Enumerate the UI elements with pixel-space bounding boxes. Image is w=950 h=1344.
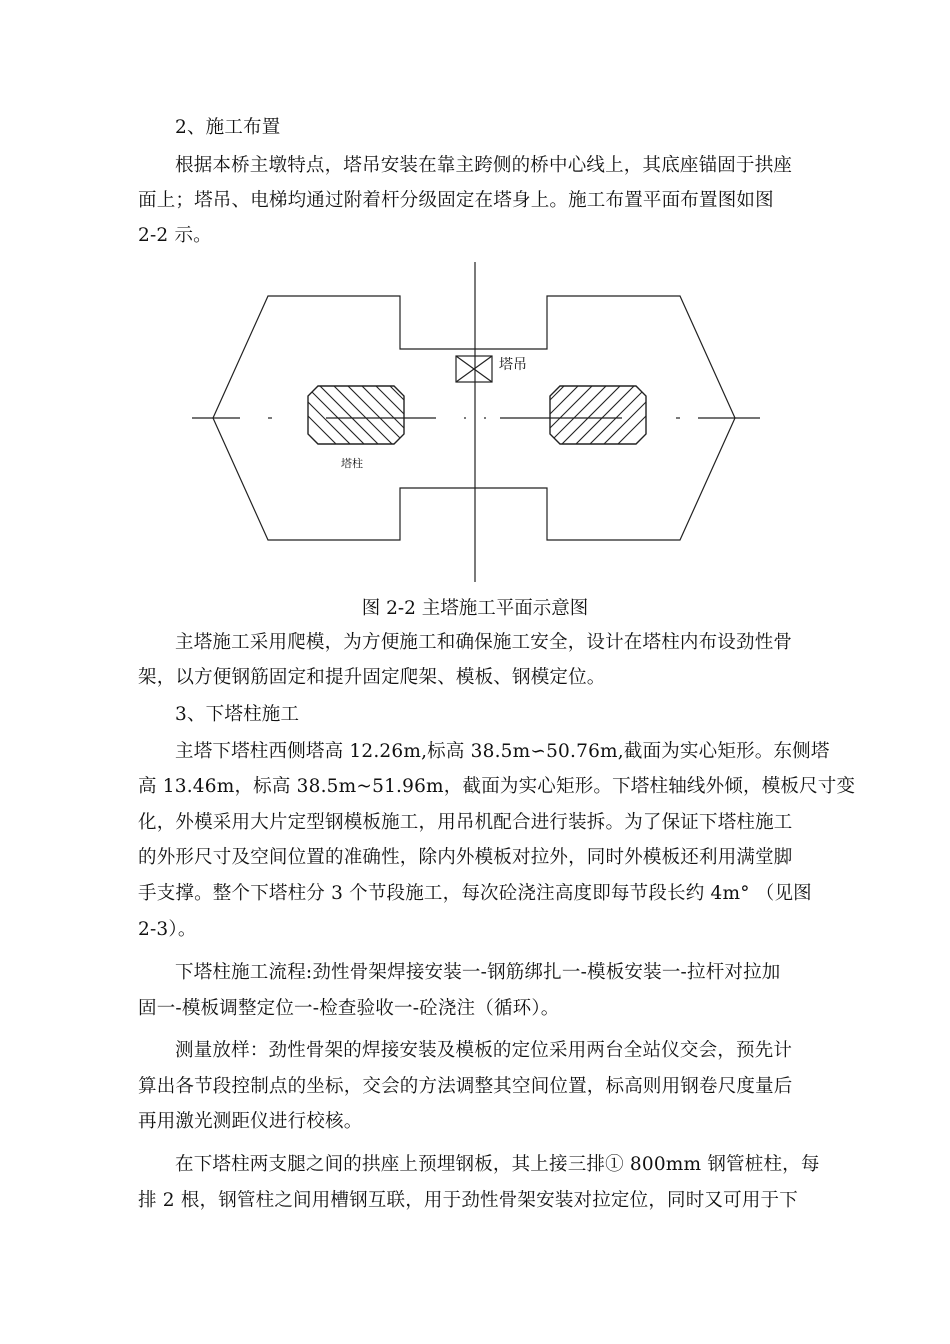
paragraph-line: 下塔柱施工流程:劲性骨架焊接安装一-钢筋绑扎一-模板安装一-拉杆对拉加 xyxy=(175,962,781,983)
paragraph-line: 算出各节段控制点的坐标，交会的方法调整其空间位置，标高则用钢卷尺度量后 xyxy=(138,1076,793,1097)
paragraph-line: 测量放样：劲性骨架的焊接安装及模板的定位采用两台全站仪交会，预先计 xyxy=(175,1040,793,1061)
paragraph-line: 架，以方便钢筋固定和提升固定爬架、模板、钢模定位。 xyxy=(138,667,606,688)
paragraph-line: 化，外模采用大片定型钢模板施工，用吊机配合进行装拆。为了保证下塔柱施工 xyxy=(138,812,793,833)
column-label: 塔柱 xyxy=(341,457,363,470)
paragraph-line: 面上；塔吊、电梯均通过附着杆分级固定在塔身上。施工布置平面布置图如图 xyxy=(138,190,774,211)
paragraph-line: 排 2 根，钢管柱之间用槽钢互联，用于劲性骨架安装对拉定位，同时又可用于下 xyxy=(138,1190,798,1211)
crane-label: 塔吊 xyxy=(499,357,527,373)
column-hatch-left xyxy=(272,380,454,450)
paragraph-line: 主塔施工采用爬模，为方便施工和确保施工安全，设计在塔柱内布设劲性骨 xyxy=(175,632,793,653)
paragraph-line: 主塔下塔柱西侧塔高 12.26m,标高 38.5m∽50.76m,截面为实心矩形。东侧塔 xyxy=(175,741,830,762)
section-heading-3: 3、下塔柱施工 xyxy=(175,704,300,725)
paragraph-line: 在下塔柱两支腿之间的拱座上预埋钢板，其上接三排① 800mm 钢管桩柱，每 xyxy=(175,1154,820,1175)
figure-caption: 图 2-2 主塔施工平面示意图 xyxy=(361,598,589,619)
paragraph-line: 高 13.46m，标高 38.5m~51.96m，截面为实心矩形。下塔柱轴线外倾，模板尺寸变 xyxy=(138,776,856,797)
paragraph-line: 2-3）。 xyxy=(138,919,197,940)
paragraph-line: 的外形尺寸及空间位置的准确性，除内外模板对拉外，同时外模板还利用满堂脚 xyxy=(138,847,793,868)
column-hatch-right xyxy=(500,380,682,450)
paragraph-line: 2-2 示。 xyxy=(138,225,212,246)
paragraph-line: 根据本桥主墩特点，塔吊安装在靠主跨侧的桥中心线上，其底座锚固于拱座 xyxy=(175,155,793,176)
section-heading-2: 2、施工布置 xyxy=(175,117,281,138)
paragraph-line: 手支撑。整个下塔柱分 3 个节段施工，每次砼浇注高度即每节段长约 4m° （见图 xyxy=(138,883,812,904)
paragraph-line: 固一-模板调整定位一-检查验收一-砼浇注（循环）。 xyxy=(138,998,560,1019)
paragraph-line: 再用激光测距仪进行校核。 xyxy=(138,1111,363,1132)
